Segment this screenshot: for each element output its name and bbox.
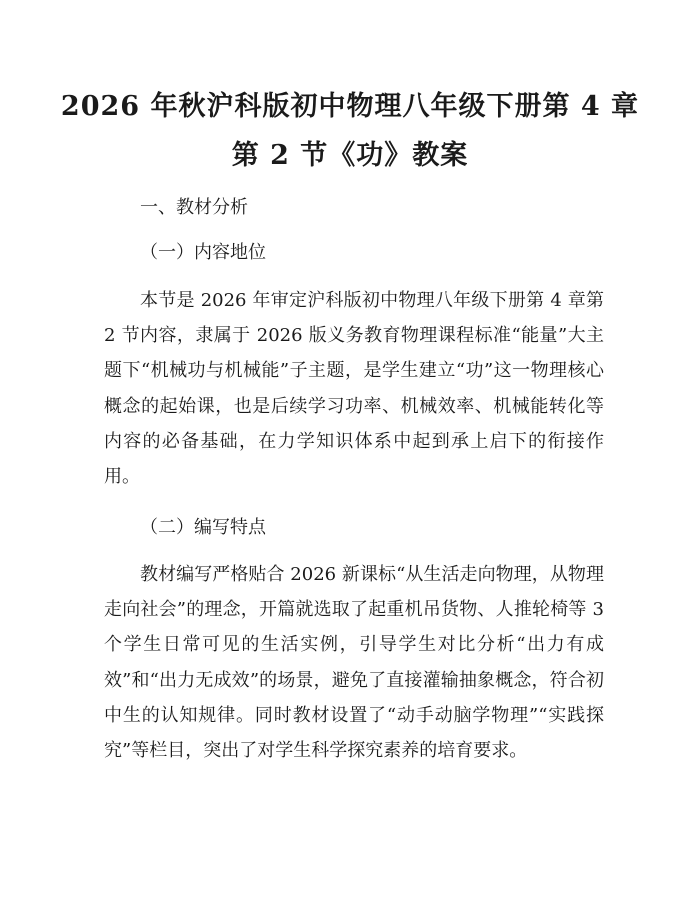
subsection-heading-content-position: （一）内容地位 <box>140 242 266 263</box>
document-title-line-1: 2026 年秋沪科版初中物理八年级下册第 4 章 <box>60 91 640 122</box>
subsection-heading-writing-features: （二）编写特点 <box>140 517 266 538</box>
paragraph-content-position: 本节是 2026 年审定沪科版初中物理八年级下册第 4 章第 2 节内容，隶属于 2026 版义务教育物理课程标准“能量”大主题下“机械功与机械能”子主题，是学生建立“功”这一物理核心概念的起始课，也是后续学习功率、机械效率、机械能转化等内容的必备基础，在力学知识体系中起到承上启下的衔接作用。 <box>104 290 604 488</box>
paragraph-writing-features: 教材编写严格贴合 2026 新课标“从生活走向物理，从物理走向社会”的理念，开篇就选取了起重机吊货物、人推轮椅等 3 个学生日常可见的生活实例，引导学生对比分析“出力有成效”和“出力无成效”的场景，避免了直接灌输抽象概念，符合初中生的认知规律。同时教材设置了“动手动脑学物理”“实践探究”等栏目，突出了对学生科学探究素养的培育要求。 <box>104 564 604 762</box>
section-heading-textbook-analysis: 一、教材分析 <box>140 197 248 218</box>
document-title-line-2: 第 2 节《功》教案 <box>231 140 469 171</box>
